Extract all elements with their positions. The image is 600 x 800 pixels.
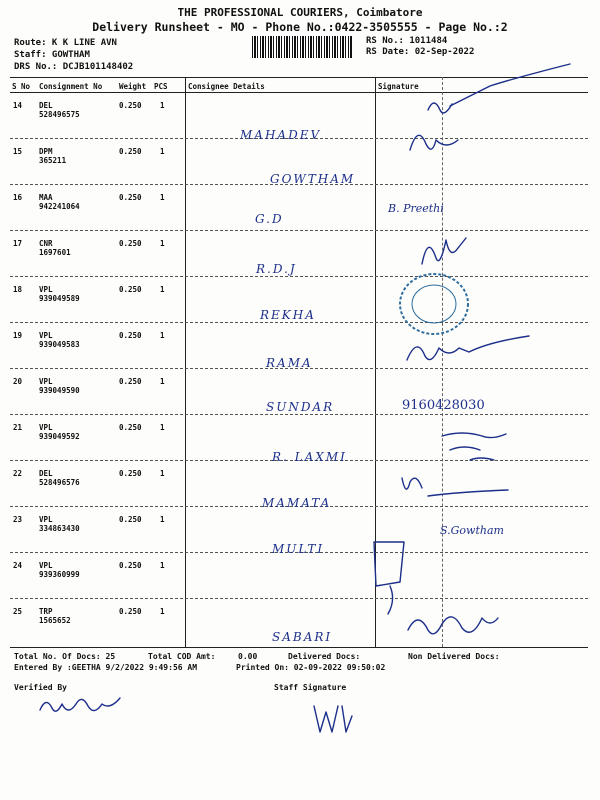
rs-date: RS Date: 02-Sep-2022	[366, 47, 475, 57]
signature-scribble	[410, 70, 580, 220]
handwritten-name: R.D.J	[256, 262, 297, 276]
verified-by-label: Verified By	[14, 683, 67, 692]
handwritten-signature: 9160428030	[402, 398, 485, 413]
signature-scribble	[402, 600, 512, 650]
row-weight: 0.250	[119, 193, 142, 202]
row-weight: 0.250	[119, 423, 142, 432]
column-divider	[185, 77, 186, 647]
delivered-docs: Delivered Docs:	[288, 652, 361, 661]
row-sno: 23	[13, 515, 23, 524]
verified-by-signature	[36, 686, 136, 726]
row-consignment: TRP 1565652	[39, 607, 71, 625]
route-label: Route: K K LINE AVN	[14, 38, 117, 48]
entered-by: Entered By :GEETHA 9/2/2022 9:49:56 AM	[14, 663, 198, 672]
row-consignment: VPL 939049590	[39, 377, 80, 395]
row-sno: 24	[13, 561, 23, 570]
col-header-weight: Weight	[119, 82, 147, 91]
row-weight: 0.250	[119, 515, 142, 524]
document-title: THE PROFESSIONAL COURIERS, Coimbatore	[177, 6, 423, 19]
row-consignment: VPL 939049583	[39, 331, 80, 349]
signature-scribble	[398, 470, 518, 510]
row-weight: 0.250	[119, 377, 142, 386]
col-header-pcs: PCS	[154, 82, 168, 91]
row-sno: 19	[13, 331, 23, 340]
row-pcs: 1	[160, 101, 165, 110]
handwritten-name: REKHA	[260, 308, 316, 322]
handwritten-name: SUNDAR	[266, 400, 335, 414]
drs-number: DRS No.: DCJB101148402	[14, 62, 134, 72]
row-weight: 0.250	[119, 101, 142, 110]
handwritten-name: G.D	[255, 212, 284, 226]
row-consignment: VPL 939049589	[39, 285, 80, 303]
row-weight: 0.250	[119, 331, 142, 340]
row-pcs: 1	[160, 285, 165, 294]
row-sno: 15	[13, 147, 23, 156]
row-pcs: 1	[160, 515, 165, 524]
row-pcs: 1	[160, 607, 165, 616]
row-consignment: VPL 334863430	[39, 515, 80, 533]
row-pcs: 1	[160, 147, 165, 156]
document-subtitle: Delivery Runsheet - MO - Phone No.:0422-3505555 - Page No.:2	[92, 20, 508, 34]
row-sno: 14	[13, 101, 23, 110]
row-weight: 0.250	[119, 239, 142, 248]
row-pcs: 1	[160, 377, 165, 386]
signature-scribble	[440, 426, 510, 466]
row-consignment: DEL 528496575	[39, 101, 80, 119]
col-header-sno: S No	[12, 82, 31, 91]
row-weight: 0.250	[119, 607, 142, 616]
row-sno: 20	[13, 377, 23, 386]
row-consignment: VPL 939049592	[39, 423, 80, 441]
col-header-consignee: Consignee Details	[188, 82, 265, 91]
row-pcs: 1	[160, 193, 165, 202]
handwritten-name: SABARI	[272, 630, 333, 644]
row-sno: 22	[13, 469, 23, 478]
row-sno: 21	[13, 423, 23, 432]
row-sno: 25	[13, 607, 23, 616]
row-consignment: CNR 1697601	[39, 239, 71, 257]
row-weight: 0.250	[119, 147, 142, 156]
row-pcs: 1	[160, 469, 165, 478]
staff-signature-label: Staff Signature	[274, 683, 347, 692]
col-header-signature: Signature	[378, 82, 419, 91]
handwritten-name: MAHADEV	[240, 128, 322, 142]
row-pcs: 1	[160, 239, 165, 248]
row-weight: 0.250	[119, 561, 142, 570]
handwritten-name: R. LAXMI	[272, 450, 347, 464]
row-sno: 18	[13, 285, 23, 294]
total-docs: Total No. Of Docs: 25	[14, 652, 116, 661]
row-weight: 0.250	[119, 469, 142, 478]
printed-on: Printed On: 02-09-2022 09:50:02	[236, 663, 386, 672]
row-sno: 16	[13, 193, 23, 202]
handwritten-name: MULTI	[272, 542, 325, 556]
row-pcs: 1	[160, 331, 165, 340]
handwritten-name: GOWTHAM	[270, 172, 356, 186]
handwritten-name: RAMA	[266, 356, 313, 370]
non-delivered-docs: Non Delivered Docs:	[408, 652, 500, 661]
total-cod-label: Total COD Amt:	[148, 652, 216, 661]
signature-scribble	[405, 330, 535, 370]
row-consignment: VPL 939360999	[39, 561, 80, 579]
staff-signature	[310, 700, 360, 740]
handwritten-name: MAMATA	[262, 496, 332, 510]
row-weight: 0.250	[119, 285, 142, 294]
handwritten-signature: S.Gowtham	[440, 524, 504, 537]
barcode	[252, 36, 352, 58]
rs-number: RS No.: 1011484	[366, 36, 448, 46]
row-consignment: DEL 528496576	[39, 469, 80, 487]
signature-scribble	[418, 226, 478, 276]
row-pcs: 1	[160, 423, 165, 432]
handwritten-signature: B. Preethi	[388, 202, 444, 215]
row-consignment: MAA 942241064	[39, 193, 80, 211]
col-header-consignment: Consignment No	[39, 82, 103, 91]
row-pcs: 1	[160, 561, 165, 570]
total-cod-amount: 0.00	[238, 652, 258, 661]
row-sno: 17	[13, 239, 23, 248]
staff-label: Staff: GOWTHAM	[14, 50, 90, 60]
row-consignment: DPM 365211	[39, 147, 67, 165]
